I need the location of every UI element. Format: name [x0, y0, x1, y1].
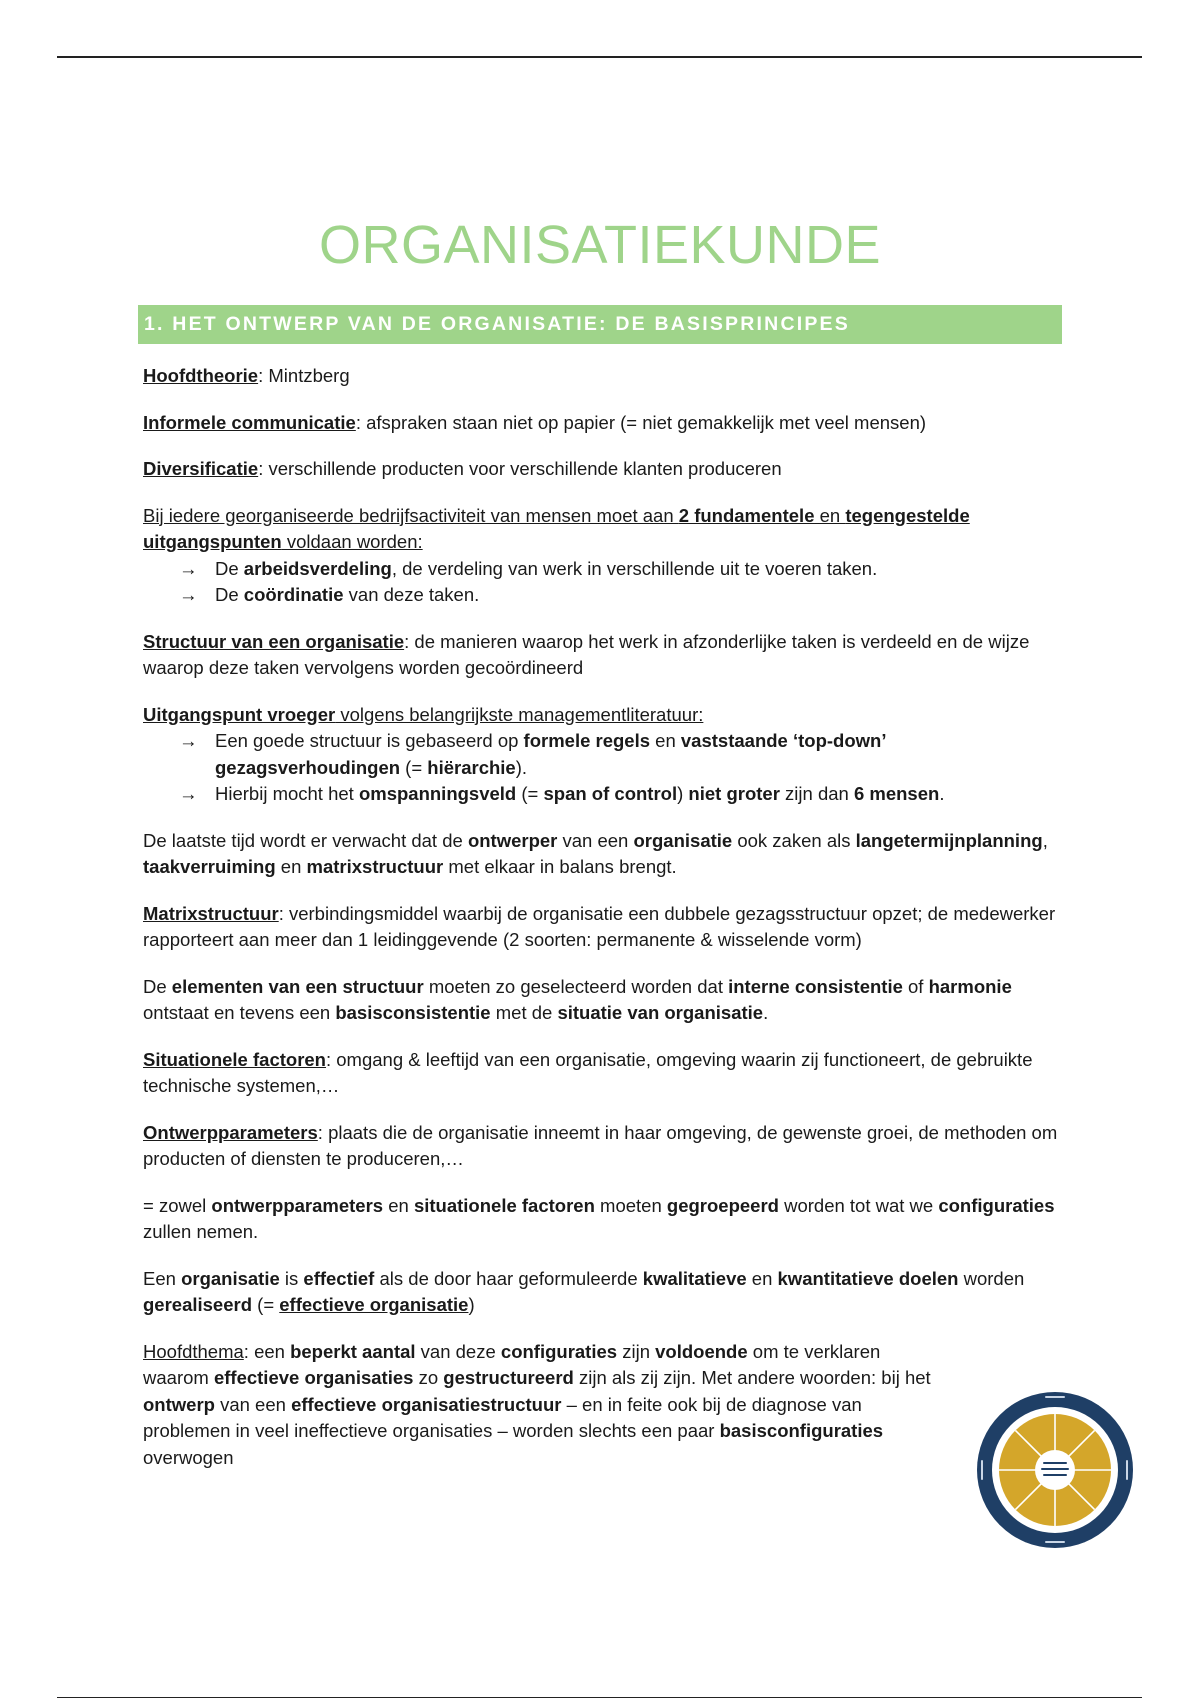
top-rule	[57, 56, 1142, 58]
paragraph-ontwerper: De laatste tijd wordt er verwacht dat de ontwerper van een organisatie ook zaken als langetermijnplanning, taakverruiming en matrixstructuur met elkaar in balans brengt.	[143, 829, 1048, 877]
term-ontwerpparameters: Ontwerpparameters	[143, 1121, 318, 1143]
section-heading: 1. HET ONTWERP VAN DE ORGANISATIE: DE BASISPRINCIPES	[138, 305, 1062, 344]
uitgangspunt-vroeger-list	[143, 728, 1063, 808]
paragraph-hoofdthema: Hoofdthema: een beperkt aantal van deze configuraties zijn voldoende om te verklaren waarom effectieve organisaties zo gestructureerd zijn als zij zijn. Met andere woorden: bij het ontwerp van een effectieve organisatiestructuur – en in feite ook bij de diagnose van problemen in veel ineffectieve organisaties – worden slechts een paar basisconfiguraties overwogen	[143, 1340, 931, 1468]
term-structuur: Structuur van een organisatie	[143, 630, 405, 652]
paragraph-uitgangspunten: Bij iedere georganiseerde bedrijfsactiviteit van mensen moet aan 2 fundamentele en tegengestelde uitgangspunten voldaan worden:	[143, 504, 970, 552]
paragraph-matrixstructuur: Matrixstructuur: verbindingsmiddel waarbij de organisatie een dubbele gezagsstructuur opzet; de medewerker rapporteert aan meer dan 1 leidinggevende (2 soorten: permanente & wisselende vorm)	[143, 902, 1056, 950]
organisation-wheel-logo	[975, 1390, 1135, 1550]
term-matrixstructuur: Matrixstructuur	[143, 902, 279, 924]
paragraph-structuur: Structuur van een organisatie: de manieren waarop het werk in afzonderlijke taken is verdeeld en de wijze waarop deze taken vervolgens worden gecoördineerd	[143, 630, 1030, 678]
term-hoofdtheorie: Hoofdtheorie	[143, 365, 259, 386]
paragraph-effectief: Een organisatie is effectief als de door haar geformuleerde kwalitatieve en kwantitatieve doelen worden gerealiseerd (= effectieve organisatie)	[143, 1267, 1025, 1315]
term-diversificatie: Diversificatie	[143, 458, 259, 479]
paragraph-ontwerpparameters: Ontwerpparameters: plaats die de organisatie inneemt in haar omgeving, de gewenste groei, de methoden om producten of diensten te produceren,…	[143, 1121, 1058, 1169]
paragraph-hoofdtheorie: Hoofdtheorie: Mintzberg	[143, 365, 350, 386]
paragraph-uitgangspunt-vroeger: Uitgangspunt vroeger volgens belangrijkste managementliteratuur:	[143, 703, 704, 725]
term-situationele-factoren: Situationele factoren	[143, 1048, 326, 1070]
paragraph-elementen: De elementen van een structuur moeten zo geselecteerd worden dat interne consistentie of harmonie ontstaat en tevens een basisconsistentie met de situatie van organisatie.	[143, 975, 1012, 1023]
document-body	[143, 363, 1063, 1491]
uitgangspunten-list	[143, 556, 1063, 609]
page-title: ORGANISATIEKUNDE	[318, 215, 882, 275]
term-uitgangspunt-vroeger: Uitgangspunt vroeger	[143, 703, 336, 725]
term-informele-communicatie: Informele communicatie	[143, 411, 356, 433]
bottom-rule	[57, 1697, 1142, 1698]
list-item: → Een goede structuur is gebaseerd op formele regels en vaststaande ‘top-down’ gezagsverhoudingen (= hiërarchie).	[179, 728, 1063, 781]
list-item: → De arbeidsverdeling, de verdeling van werk in verschillende uit te voeren taken.	[179, 556, 1063, 583]
list-item: → De coördinatie van deze taken.	[179, 582, 1063, 609]
paragraph-situationele-factoren: Situationele factoren: omgang & leeftijd van een organisatie, omgeving waarin zij functioneert, de gebruikte technische systemen,…	[143, 1048, 1033, 1096]
list-item: → Hierbij mocht het omspanningsveld (= span of control) niet groter zijn dan 6 mensen.	[179, 781, 1063, 808]
paragraph-diversificatie: Diversificatie: verschillende producten voor verschillende klanten produceren	[143, 458, 782, 479]
paragraph-configuraties: = zowel ontwerpparameters en situationele factoren moeten gegroepeerd worden tot wat we configuraties zullen nemen.	[143, 1194, 1055, 1242]
paragraph-informele-communicatie: Informele communicatie: afspraken staan niet op papier (= niet gemakkelijk met veel mensen)	[143, 411, 927, 433]
